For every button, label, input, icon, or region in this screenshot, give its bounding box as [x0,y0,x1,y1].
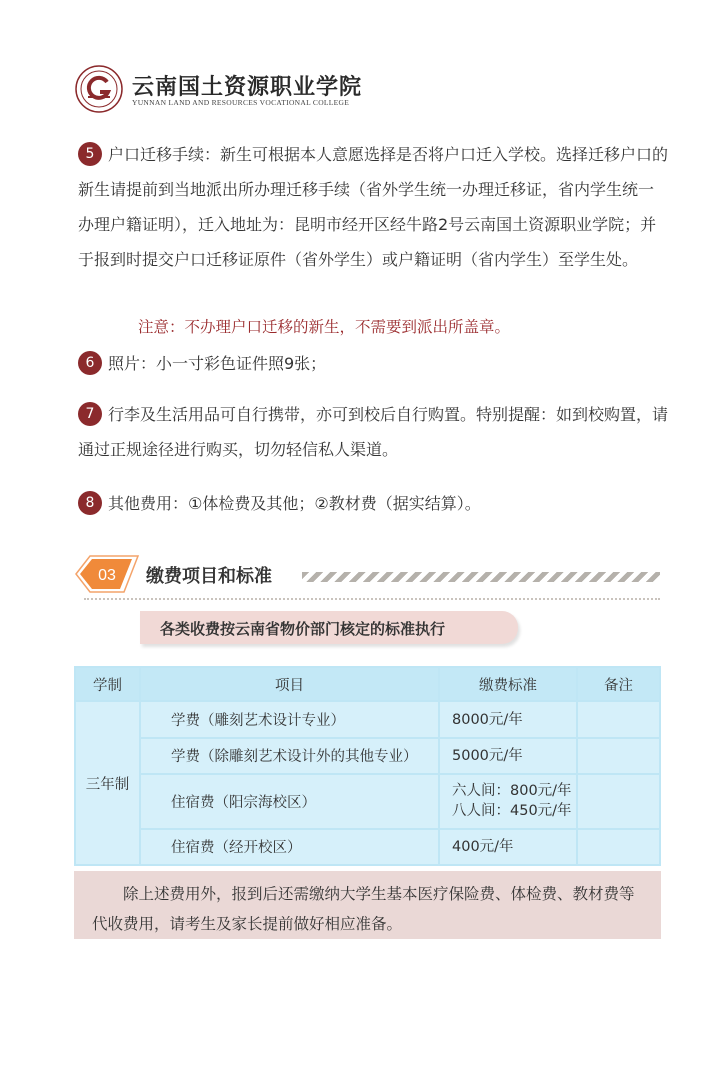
item-text: 户口迁移手续：新生可根据本人意愿选择是否将户口迁入学校。选择迁移户口的新生请提前到当地派出所办理迁移手续（省外学生统一办理迁移证，省内学生统一办理户籍证明），迁入地址为：昆明市经开区经牛路2号云南国土资源职业学院；并于报到时提交户口迁移证原件（省外学生）或户籍证明（省内学生）至学生处。 [78,145,669,269]
system-cell: 三年制 [76,702,139,864]
item-text: 行李及生活用品可自行携带，亦可到校后自行购置。特别提醒：如到校购置，请通过正规途径进行购买，切勿轻信私人渠道。 [78,405,669,459]
header-cell-remark: 备注 [578,668,659,700]
table-row [76,775,659,828]
section-number-badge [74,554,140,594]
item-cell: 住宿费（阳宗海校区） [141,775,438,828]
item-number-badge: 7 [78,402,102,426]
list-item [78,397,668,467]
item-text: 其他费用：①体检费及其他；②教材费（据实结算）。 [108,494,481,513]
fee-cell: 5000元/年 [440,739,576,773]
remark-cell [578,775,659,828]
fee-table [74,666,661,866]
table-row [76,739,659,773]
item-cell: 学费（雕刻艺术设计专业） [141,702,438,736]
decorative-stripes [302,572,660,582]
list-item [78,137,668,277]
fee-line: 六人间：800元/年 [452,783,572,800]
remark-cell [578,739,659,773]
footer-note [74,871,661,939]
list-item [78,346,668,381]
fee-cell: 400元/年 [440,830,576,864]
item-cell: 住宿费（经开校区） [141,830,438,864]
fee-line: 八人间：450元/年 [452,803,572,820]
remark-cell [578,830,659,864]
item-number-badge: 8 [78,491,102,515]
footer-note-text: 除上述费用外，报到后还需缴纳大学生基本医疗保险费、体检费、教材费等代收费用，请考生及家长提前做好相应准备。 [92,885,635,933]
school-seal-icon [74,64,124,114]
section-header [74,548,664,604]
remark-cell [578,702,659,736]
school-name-en: YUNNAN LAND AND RESOURCES VOCATIONAL COLLEGE [132,98,350,107]
table-header-row [76,668,659,700]
header-cell-system: 学制 [76,668,139,700]
fee-cell [440,775,576,828]
dotted-divider [84,598,660,600]
sub-banner-text: 各类收费按云南省物价部门核定的标准执行 [160,620,446,638]
sub-banner [140,611,518,644]
item-text: 照片：小一寸彩色证件照9张； [108,354,327,373]
list-item [78,486,668,521]
item-number-badge: 5 [78,142,102,166]
table-row [76,830,659,864]
fee-cell: 8000元/年 [440,702,576,736]
section-title: 缴费项目和标准 [146,566,272,587]
header-cell-fee: 缴费标准 [440,668,576,700]
section-number: 03 [98,567,116,584]
table-row [76,702,659,736]
note-text: 注意：不办理户口迁移的新生，不需要到派出所盖章。 [138,318,511,336]
header-cell-item: 项目 [141,668,438,700]
item-number-badge: 6 [78,351,102,375]
school-name-cn: 云南国土资源职业学院 [132,74,363,100]
school-logo [74,64,374,116]
item-cell: 学费（除雕刻艺术设计外的其他专业） [141,739,438,773]
